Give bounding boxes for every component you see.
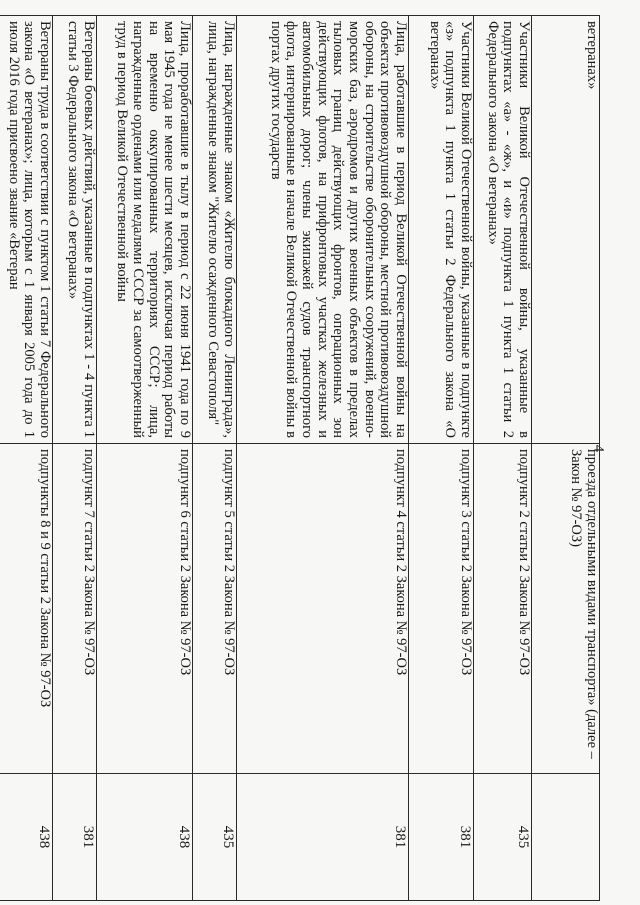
table-row <box>532 16 600 901</box>
category-cell: Лица, награжденные знаком «Жителю блокадного Ленинграда», лица, награжденные знаком "Жителю осажденного Севастополя" <box>193 16 237 444</box>
legal-basis-cell: подпункты 8 и 9 статьи 2 Закона № 97-ОЗ <box>0 444 53 774</box>
legal-basis-cell: подпункт 4 статьи 2 Закона № 97-ОЗ <box>237 444 409 774</box>
amount-cell <box>532 774 600 901</box>
legal-basis-cell: подпункт 6 статьи 2 Закона № 97-ОЗ <box>97 444 193 774</box>
table-row <box>474 16 532 901</box>
table-row <box>409 16 474 901</box>
category-cell: Участники Великой Отечественной войны, указанные в подпункте «з» подпункта 1 пункта 1 статьи 2 Федерального закона «О ветеранах» <box>409 16 474 444</box>
amount-cell: 438 <box>97 774 193 901</box>
amount-cell: 381 <box>237 774 409 901</box>
amount-cell: 435 <box>193 774 237 901</box>
amount-cell: 438 <box>0 774 53 901</box>
page-number: 4 <box>590 444 607 453</box>
category-cell: Ветераны боевых действий, указанные в подпунктах 1 - 4 пункта 1 статьи 3 Федерального закона «О ветеранах» <box>53 16 97 444</box>
amount-cell: 381 <box>53 774 97 901</box>
legal-basis-cell: подпункт 5 статьи 2 Закона № 97-ОЗ <box>193 444 237 774</box>
table-row <box>237 16 409 901</box>
legal-basis-cell: подпункт 2 статьи 2 Закона № 97-ОЗ <box>474 444 532 774</box>
benefits-table <box>0 15 600 901</box>
table-row <box>53 16 97 901</box>
rotated-page-content <box>0 15 600 900</box>
category-cell: Участники Великой Отечественной войны, указанные в подпунктах «а» - «ж», и «и» подпункта 1 пункта 1 статьи 2 Федерального закона «О ветеранах» <box>474 16 532 444</box>
table-row <box>97 16 193 901</box>
amount-cell: 435 <box>474 774 532 901</box>
category-cell: Лица, работавшие в период Великой Отечественной войны на объектах противовоздушной обороны, местной противовоздушной обороны, на строительстве оборонительных сооружений, военно-морских баз, аэродромов и других военных объектов в пределах тыловых границ действующих фронтов, операционных зон действующих флотов, на прифронтовых участках железных и автомобильных дорог; члены экипажей судов транспортного флота, интернированные в начале Великой Отечественной войны в портах других государств <box>237 16 409 444</box>
legal-basis-cell: проезда отдельными видами транспорта» (далее – Закон № 97-ОЗ) <box>532 444 600 774</box>
category-cell: Лица, проработавшие в тылу в период с 22 июня 1941 года по 9 мая 1945 года не менее шести месяцев, исключая период работы на временно оккупированных территориях СССР; лица, награжденные орденами или медалями СССР за самоотверженный труд в период Великой Отечественной войны <box>97 16 193 444</box>
amount-cell: 381 <box>409 774 474 901</box>
table-row <box>193 16 237 901</box>
legal-basis-cell: подпункт 3 статьи 2 Закона № 97-ОЗ <box>409 444 474 774</box>
legal-basis-cell: подпункт 7 статьи 2 Закона № 97-ОЗ <box>53 444 97 774</box>
category-cell: ветеранах» <box>532 16 600 444</box>
category-cell: Ветераны труда в соответствии с пунктом 1 статьи 7 Федерального закона «О ветеранах»; лица, которым с 1 января 2005 года до 1 июля 2016 года присвоено звание «Ветеран <box>0 16 53 444</box>
table-row <box>0 16 53 901</box>
